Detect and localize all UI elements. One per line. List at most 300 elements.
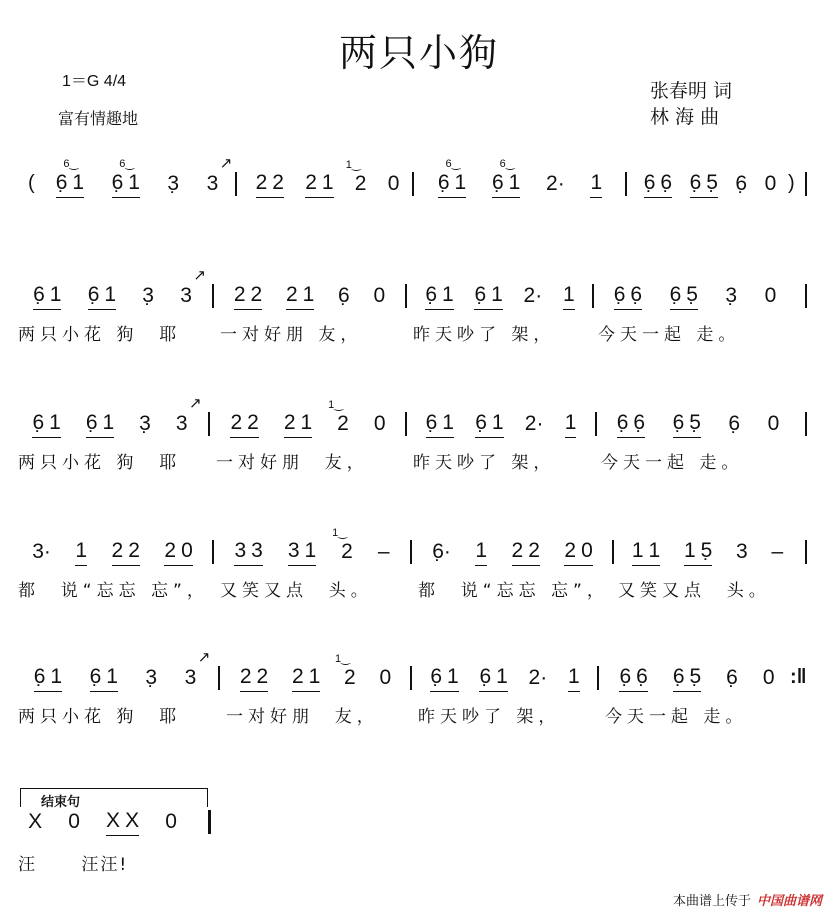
note bbox=[247, 411, 259, 435]
note bbox=[512, 539, 524, 563]
note-digit: 1 bbox=[72, 171, 85, 194]
note-group bbox=[430, 665, 458, 692]
note bbox=[112, 171, 124, 195]
note bbox=[103, 411, 115, 435]
note-group bbox=[673, 411, 701, 438]
note-group bbox=[32, 411, 60, 438]
note-group bbox=[690, 171, 718, 198]
footer bbox=[673, 890, 822, 909]
note-group bbox=[234, 283, 262, 310]
note-digit: 6̣ bbox=[619, 665, 632, 688]
grace-note: 1‿ bbox=[328, 399, 344, 411]
note-digit: 0 bbox=[387, 172, 400, 195]
note-digit: 2 bbox=[564, 539, 577, 562]
barline bbox=[410, 666, 412, 690]
note bbox=[86, 411, 98, 435]
note bbox=[447, 665, 459, 689]
repeat-sign: :‖ bbox=[790, 666, 807, 688]
note-digit: 6̣ bbox=[85, 411, 98, 434]
lyric-line: 昨天吵了 架， bbox=[413, 325, 556, 345]
note bbox=[686, 283, 698, 307]
note-group bbox=[374, 412, 386, 438]
note bbox=[301, 411, 313, 435]
note bbox=[165, 810, 177, 834]
lyric-line: 今天一起 走。 bbox=[605, 707, 748, 727]
note bbox=[292, 665, 304, 689]
note-digit: 6̣ bbox=[726, 666, 738, 689]
note-group bbox=[475, 539, 487, 566]
note-digit: 2 bbox=[305, 171, 317, 194]
note bbox=[49, 411, 61, 435]
note-digit: 6̣· bbox=[432, 540, 451, 563]
measure bbox=[218, 399, 398, 438]
note bbox=[90, 665, 102, 689]
note bbox=[768, 412, 780, 436]
note-group bbox=[328, 399, 349, 438]
song-title: 两只小狗 bbox=[338, 31, 499, 75]
note-digit: 1 bbox=[321, 171, 334, 194]
barline bbox=[235, 172, 237, 196]
note bbox=[139, 412, 151, 436]
note bbox=[673, 665, 685, 689]
note-digit: 6̣ bbox=[669, 283, 682, 306]
slide-up-icon: ↗ bbox=[188, 395, 202, 412]
note bbox=[644, 171, 656, 195]
note bbox=[378, 540, 390, 564]
note-group bbox=[529, 666, 548, 692]
note bbox=[56, 171, 68, 195]
note bbox=[322, 171, 334, 195]
note bbox=[257, 665, 269, 689]
note-group bbox=[479, 665, 507, 692]
note bbox=[256, 171, 268, 195]
measure bbox=[15, 806, 190, 836]
note-digit: 3̣ bbox=[725, 284, 738, 307]
note bbox=[180, 267, 206, 308]
measure bbox=[222, 527, 402, 566]
barline bbox=[412, 172, 414, 196]
note bbox=[442, 411, 454, 435]
note-digit: – bbox=[771, 540, 784, 563]
tempo-marking: 富有情趣地 bbox=[58, 109, 139, 128]
ending-lyrics: 汪 汪汪! bbox=[18, 855, 129, 875]
note bbox=[438, 171, 450, 195]
lyric-line: 今天一起 走。 bbox=[601, 453, 744, 473]
note bbox=[125, 809, 139, 833]
grace-note: 6‿ bbox=[499, 158, 515, 170]
measure bbox=[415, 408, 587, 438]
note-digit: 0 bbox=[165, 810, 177, 833]
note bbox=[430, 665, 442, 689]
note bbox=[524, 284, 543, 308]
note bbox=[328, 399, 349, 436]
note bbox=[335, 653, 356, 690]
note-digit: 1 bbox=[590, 171, 603, 194]
note bbox=[184, 649, 211, 690]
measure bbox=[20, 395, 202, 438]
measure bbox=[245, 159, 410, 198]
note bbox=[690, 665, 702, 689]
note-group bbox=[725, 284, 737, 310]
measure bbox=[620, 536, 795, 566]
note-digit: 5̣ bbox=[706, 171, 718, 194]
note-group bbox=[617, 411, 645, 438]
note-digit: 2 bbox=[285, 283, 298, 306]
note bbox=[145, 666, 157, 690]
note bbox=[28, 810, 42, 834]
barline bbox=[218, 666, 220, 690]
note-group bbox=[619, 665, 647, 692]
note-group bbox=[305, 171, 333, 198]
note-digit: 6̣ bbox=[633, 411, 646, 434]
note-digit: 2 bbox=[250, 283, 263, 306]
note-digit: 6̣ bbox=[630, 283, 643, 306]
note-digit: 6̣ bbox=[437, 171, 450, 194]
note bbox=[546, 172, 565, 196]
note-digit: 3 bbox=[184, 666, 197, 689]
note bbox=[379, 666, 391, 690]
note-digit: 2· bbox=[528, 666, 548, 689]
note bbox=[632, 539, 644, 563]
note-digit: 1 bbox=[50, 665, 63, 688]
note-digit: 3 bbox=[736, 540, 748, 563]
note-digit: 6̣ bbox=[672, 411, 685, 434]
note-digit: 6̣ bbox=[425, 411, 438, 434]
note-group bbox=[167, 172, 179, 198]
note bbox=[564, 539, 576, 563]
measure bbox=[420, 536, 605, 566]
note bbox=[181, 539, 193, 563]
note-digit: 0 bbox=[373, 284, 386, 307]
note bbox=[374, 412, 386, 436]
note-digit: 3̣ bbox=[145, 666, 158, 689]
note bbox=[689, 411, 701, 435]
note-group bbox=[670, 283, 698, 310]
note bbox=[725, 284, 737, 308]
note bbox=[660, 171, 672, 195]
note-digit: X bbox=[106, 809, 121, 832]
note-digit: X bbox=[125, 809, 140, 832]
note bbox=[234, 283, 246, 307]
measure bbox=[415, 280, 585, 310]
note-group bbox=[345, 159, 367, 198]
note-group bbox=[512, 539, 540, 566]
barline bbox=[405, 412, 407, 436]
note bbox=[309, 665, 321, 689]
measure bbox=[20, 649, 211, 692]
note-digit: 1 bbox=[631, 539, 644, 562]
note-digit: 2 bbox=[272, 171, 284, 194]
composer: 林 海 曲 bbox=[650, 106, 720, 128]
note-digit: 0 bbox=[764, 284, 777, 307]
note-digit: 1 bbox=[648, 539, 661, 562]
note-digit: 6̣ bbox=[689, 171, 702, 194]
note bbox=[771, 540, 783, 564]
note-digit: 5̣ bbox=[689, 665, 702, 688]
note-group bbox=[564, 539, 592, 566]
note-digit: 0 bbox=[379, 666, 392, 689]
note bbox=[492, 411, 504, 435]
note-digit: 1 bbox=[442, 283, 454, 306]
note-digit: 2 bbox=[255, 171, 268, 194]
note bbox=[499, 158, 521, 195]
note bbox=[496, 665, 508, 689]
note-digit: 6̣ bbox=[89, 665, 102, 688]
note bbox=[68, 810, 80, 834]
note bbox=[32, 540, 51, 564]
note-group bbox=[338, 284, 350, 310]
note-digit: 3· bbox=[32, 540, 51, 563]
note bbox=[765, 284, 777, 308]
note bbox=[690, 171, 702, 195]
note-digit: 1 bbox=[564, 411, 577, 434]
note-digit: 0 bbox=[68, 810, 80, 833]
note bbox=[619, 665, 631, 689]
note-group bbox=[632, 539, 660, 566]
note-digit: 2 bbox=[511, 539, 524, 562]
note-digit: 2 bbox=[233, 283, 246, 306]
note-digit: 1 bbox=[104, 283, 117, 306]
note bbox=[305, 171, 317, 195]
note bbox=[128, 539, 140, 563]
note bbox=[565, 411, 577, 435]
note bbox=[288, 539, 300, 563]
note-group bbox=[437, 158, 467, 198]
note-digit: 0 bbox=[181, 539, 193, 562]
note bbox=[529, 666, 548, 690]
barline bbox=[405, 284, 407, 308]
measure bbox=[600, 280, 790, 310]
grace-note: 6‿ bbox=[445, 158, 461, 170]
barline bbox=[805, 540, 807, 564]
note bbox=[726, 666, 738, 690]
note bbox=[525, 412, 544, 436]
note-group bbox=[68, 810, 80, 836]
barline bbox=[208, 412, 210, 436]
note-digit: 5̣ bbox=[686, 283, 698, 306]
note bbox=[442, 283, 454, 307]
lyric-line: 两只小花 狗 耶 bbox=[18, 707, 182, 727]
note bbox=[305, 539, 317, 563]
note-digit: 2 bbox=[528, 539, 540, 562]
note bbox=[445, 158, 467, 195]
note-group bbox=[164, 539, 192, 566]
note-digit: 2 bbox=[354, 172, 367, 195]
note-group bbox=[728, 412, 740, 438]
note-group bbox=[111, 158, 140, 198]
note-group bbox=[165, 810, 177, 836]
note bbox=[475, 411, 487, 435]
note-digit: 6̣ bbox=[87, 283, 100, 306]
note-digit: 6̣ bbox=[643, 171, 656, 194]
barline bbox=[805, 412, 807, 436]
note bbox=[230, 411, 242, 435]
note bbox=[119, 158, 140, 195]
lyric-line: 都 说“忘忘 忘”， bbox=[18, 581, 209, 601]
note-group bbox=[673, 665, 701, 692]
note bbox=[617, 411, 629, 435]
note bbox=[706, 171, 718, 195]
note-digit: 1 bbox=[447, 665, 459, 688]
measure bbox=[20, 536, 205, 566]
note bbox=[474, 283, 486, 307]
note-digit: 6̣ bbox=[430, 665, 443, 688]
barline bbox=[612, 540, 614, 564]
note bbox=[104, 283, 116, 307]
note-digit: 0 bbox=[373, 412, 386, 435]
note-group bbox=[684, 539, 712, 566]
note bbox=[432, 540, 451, 564]
note bbox=[272, 171, 284, 195]
lyric-line: 两只小花 狗 耶 bbox=[18, 325, 182, 345]
note-digit: 2 bbox=[128, 539, 140, 562]
note-digit: 6̣ bbox=[672, 665, 685, 688]
note-digit: 0 bbox=[764, 172, 777, 195]
note bbox=[251, 539, 263, 563]
note bbox=[50, 283, 62, 307]
note-group bbox=[378, 540, 390, 566]
note-group bbox=[86, 411, 114, 438]
ending-label: 结束句 bbox=[41, 795, 81, 810]
measure bbox=[635, 168, 785, 198]
lyric-line: 一对好朋 友， bbox=[226, 707, 379, 727]
note-digit: 1 bbox=[300, 411, 313, 434]
note-digit: 5̣ bbox=[689, 411, 701, 434]
note-digit: 2 bbox=[164, 539, 177, 562]
note bbox=[630, 283, 642, 307]
note-group bbox=[568, 665, 580, 692]
measure bbox=[20, 267, 206, 310]
note-group bbox=[546, 172, 565, 198]
open-paren: ( bbox=[28, 172, 35, 194]
note bbox=[492, 171, 504, 195]
note-group bbox=[726, 666, 738, 692]
note bbox=[167, 172, 179, 196]
note-digit: 1 bbox=[49, 411, 61, 434]
note-digit: 2 bbox=[230, 411, 243, 434]
measure bbox=[222, 280, 397, 310]
note bbox=[426, 411, 438, 435]
note bbox=[581, 539, 593, 563]
note-digit: – bbox=[377, 540, 390, 563]
note-group bbox=[373, 284, 385, 310]
note bbox=[240, 665, 252, 689]
note-digit: 3 bbox=[234, 539, 247, 562]
note bbox=[112, 539, 124, 563]
note-digit: 1 bbox=[102, 411, 115, 434]
measure bbox=[607, 662, 787, 692]
note-digit: 1 bbox=[491, 283, 503, 306]
measure bbox=[603, 408, 793, 438]
note-digit: 1 bbox=[308, 665, 321, 688]
note-digit: 2 bbox=[344, 666, 356, 689]
note-group bbox=[765, 172, 777, 198]
grace-note: 6‿ bbox=[119, 158, 135, 170]
note bbox=[373, 284, 385, 308]
note bbox=[32, 411, 44, 435]
note bbox=[175, 395, 202, 436]
note-group bbox=[771, 540, 783, 566]
note-digit: 1 bbox=[454, 171, 467, 194]
note-digit: 6̣ bbox=[55, 171, 68, 194]
note-digit: 1 bbox=[128, 171, 140, 194]
note-group bbox=[284, 411, 312, 438]
note-group bbox=[234, 539, 262, 566]
note-group bbox=[32, 540, 51, 566]
note bbox=[332, 527, 353, 564]
note-digit: 6̣ bbox=[636, 665, 648, 688]
note-digit: 2· bbox=[523, 284, 543, 307]
note-digit: X bbox=[28, 810, 43, 833]
note-group bbox=[563, 283, 575, 310]
note-digit: 0 bbox=[767, 412, 780, 435]
note-digit: 2 bbox=[256, 665, 269, 688]
slide-up-icon: ↗ bbox=[193, 267, 206, 284]
note-digit: 6̣ bbox=[660, 171, 673, 194]
note bbox=[106, 665, 118, 689]
note-digit: 2· bbox=[524, 412, 544, 435]
barline bbox=[805, 172, 807, 196]
grace-note: 1‿ bbox=[345, 159, 361, 171]
note-digit: 6̣ bbox=[735, 172, 748, 195]
note-digit: 1 bbox=[562, 283, 575, 306]
lyric-line: 今天一起 走。 bbox=[598, 325, 741, 345]
ending-bracket bbox=[20, 788, 208, 810]
note bbox=[475, 539, 487, 563]
footer-text: 本曲谱上传于 bbox=[672, 894, 751, 909]
lyric-line: 又笑又点 头。 bbox=[220, 581, 373, 601]
note bbox=[286, 283, 298, 307]
note bbox=[649, 539, 661, 563]
note-group bbox=[736, 540, 748, 566]
note bbox=[251, 283, 263, 307]
note-group bbox=[432, 540, 451, 566]
key-signature: 1＝G 4/4 bbox=[62, 73, 127, 90]
note-digit: 6̣ bbox=[474, 283, 487, 306]
lyric-line: 一对好朋 友， bbox=[220, 325, 363, 345]
note-group bbox=[565, 411, 577, 438]
note-group bbox=[55, 158, 85, 198]
note-group bbox=[335, 653, 356, 692]
note-group bbox=[735, 172, 747, 198]
barline bbox=[625, 172, 627, 196]
grace-note: 6‿ bbox=[63, 158, 79, 170]
note-digit: 1 bbox=[491, 411, 504, 434]
note-digit: 3 bbox=[287, 539, 300, 562]
note-digit: 6̣ bbox=[479, 665, 492, 688]
barline bbox=[410, 540, 412, 564]
note-digit: 6̣ bbox=[111, 171, 124, 194]
slide-up-icon: ↗ bbox=[219, 155, 233, 172]
note-digit: 3 bbox=[180, 284, 192, 307]
slide-up-icon: ↗ bbox=[197, 649, 211, 666]
barline bbox=[597, 666, 599, 690]
note-group bbox=[184, 649, 211, 692]
note-digit: 2 bbox=[337, 412, 349, 435]
note-group bbox=[139, 412, 151, 438]
note-group bbox=[388, 172, 400, 198]
note-digit: 6̣ bbox=[728, 412, 741, 435]
note-digit: 1 bbox=[567, 665, 580, 688]
note bbox=[33, 283, 45, 307]
lyric-line: 昨天吵了 架， bbox=[413, 453, 556, 473]
note-digit: 1 bbox=[683, 539, 696, 562]
note-group bbox=[763, 666, 775, 692]
note-group bbox=[590, 171, 602, 198]
note-group bbox=[379, 666, 391, 692]
note-digit: 6̣ bbox=[32, 411, 45, 434]
note-group bbox=[112, 539, 140, 566]
